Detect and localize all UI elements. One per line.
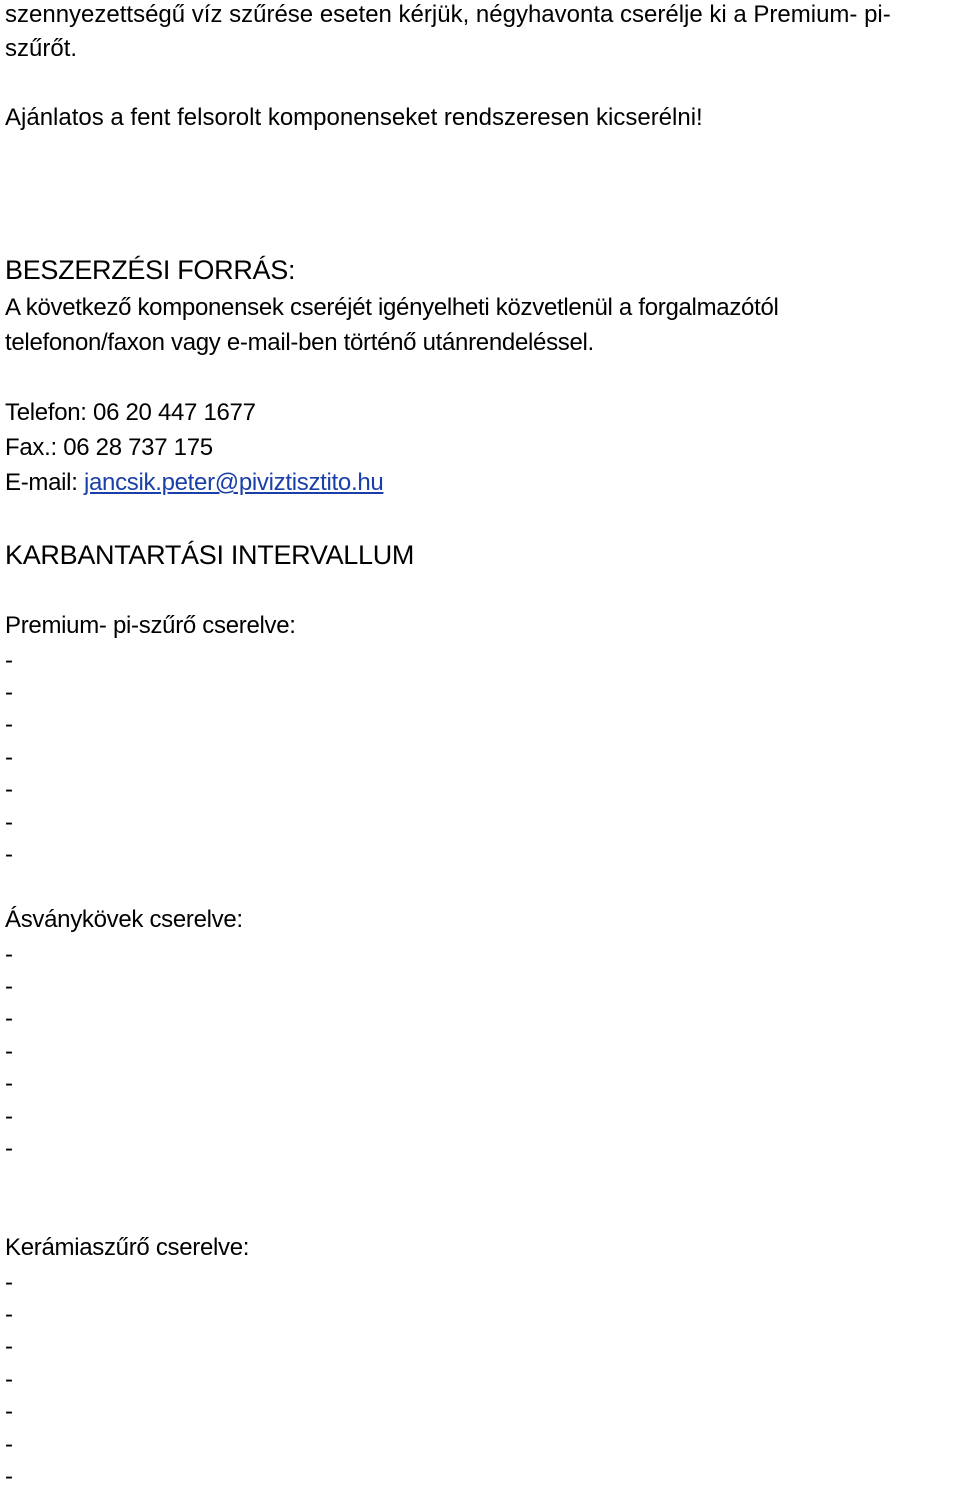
mineral-stones-label: Ásványkövek cserelve: [5, 906, 243, 933]
ceramic-dash-5: - [5, 1398, 13, 1425]
mineral-dash-6: - [5, 1103, 13, 1130]
premium-dash-5: - [5, 776, 13, 803]
premium-filter-label: Premium- pi-szűrő cserelve: [5, 612, 296, 639]
premium-dash-4: - [5, 744, 13, 771]
premium-dash-2: - [5, 679, 13, 706]
phone-line: Telefon: 06 20 447 1677 [5, 399, 256, 426]
email-label: E-mail: [5, 469, 84, 496]
mineral-dash-7: - [5, 1135, 13, 1162]
ceramic-filter-label: Kerámiaszűrő cserelve: [5, 1234, 250, 1261]
ceramic-dash-2: - [5, 1301, 13, 1328]
source-text-line-2: telefonon/faxon vagy e-mail-ben történő utánrendeléssel. [5, 329, 594, 356]
premium-dash-7: - [5, 841, 13, 868]
mineral-dash-2: - [5, 973, 13, 1000]
source-text-line-1: A következő komponensek cseréjét igényelheti közvetlenül a forgalmazótól [5, 294, 779, 321]
ceramic-dash-4: - [5, 1366, 13, 1393]
mineral-dash-4: - [5, 1038, 13, 1065]
source-heading: BESZERZÉSI FORRÁS: [5, 255, 296, 285]
fax-line: Fax.: 06 28 737 175 [5, 434, 213, 461]
ceramic-dash-6: - [5, 1431, 13, 1458]
intro-line-2: szűrőt. [5, 35, 78, 62]
mineral-dash-5: - [5, 1070, 13, 1097]
intro-line-3: Ajánlatos a fent felsorolt komponenseket rendszeresen kicserélni! [5, 104, 703, 131]
maintenance-heading: KARBANTARTÁSI INTERVALLUM [5, 540, 415, 570]
premium-dash-6: - [5, 809, 13, 836]
email-line [5, 468, 383, 498]
ceramic-dash-1: - [5, 1269, 13, 1296]
intro-line-1: szennyezettségű víz szűrése eseten kérjük, négyhavonta cserélje ki a Premium- pi- [5, 1, 891, 28]
premium-dash-1: - [5, 647, 13, 674]
ceramic-dash-7: - [5, 1463, 13, 1490]
mineral-dash-1: - [5, 941, 13, 968]
ceramic-dash-3: - [5, 1333, 13, 1360]
email-link[interactable]: jancsik.peter@piviztisztito.hu [83, 469, 384, 496]
mineral-dash-3: - [5, 1005, 13, 1032]
premium-dash-3: - [5, 711, 13, 738]
